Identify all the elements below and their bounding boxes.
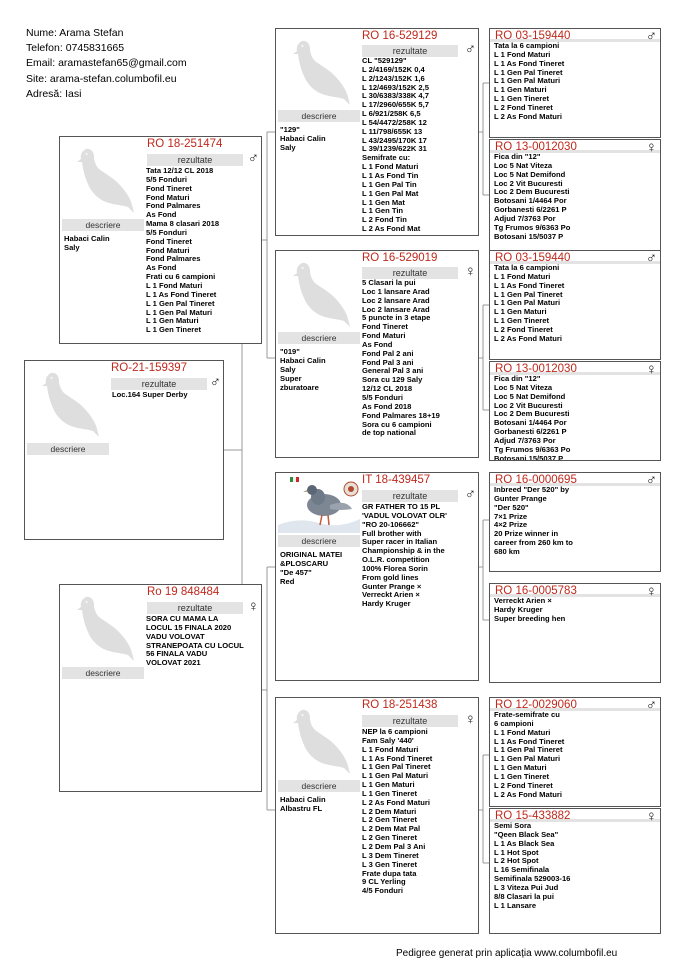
ring-number: RO 12-0029060 — [495, 699, 577, 711]
sire-card[interactable] — [59, 136, 262, 344]
granddam-maternal-card[interactable] — [275, 697, 479, 934]
note-line: Botosani 15/5037 P — [494, 453, 564, 461]
ring-number: Ro 19 848484 — [147, 586, 220, 598]
note-line: Hardy Kruger — [494, 604, 543, 614]
note-line: As Fond — [362, 339, 393, 349]
note-line: Loc 2 lansare Arad — [362, 304, 430, 314]
note-line: L 3 Dem Tineret — [362, 850, 419, 860]
ring-number: RO 15-433882 — [495, 810, 571, 822]
male-icon: ♂ — [645, 250, 657, 267]
note-line: Tata 12/12 CL 2018 — [146, 166, 214, 175]
note-line: L 2 As Fond Maturi — [494, 789, 562, 799]
pigeon-name — [280, 550, 342, 586]
note-line: L 1 Gen Pal Maturi — [494, 298, 561, 308]
note-line: 6 campioni — [494, 718, 534, 728]
great-grandparent-card-2[interactable] — [489, 139, 661, 251]
ring-number: RO 03-159440 — [495, 252, 571, 264]
ring-number: RO 16-0005783 — [495, 585, 577, 597]
note-line: L 1 Gen Pal Tineret — [494, 289, 563, 299]
note-line: L 1 Gen Tineret — [494, 94, 550, 104]
pigeon-notes — [494, 264, 564, 344]
note-line: L 1 Gen Tineret — [146, 325, 202, 335]
female-icon: ♀ — [464, 711, 476, 728]
results-label[interactable]: rezultate — [362, 715, 458, 727]
note-line: L 2 As Fond Maturi — [494, 111, 562, 121]
name-line: zburatoare — [280, 383, 319, 392]
note-line: Super racer in Italian — [362, 537, 438, 547]
note-line: Loc 5 Nat Viteza — [494, 160, 553, 170]
note-line: Loc 5 Nat Demifond — [494, 391, 566, 401]
results-label[interactable]: rezultate — [147, 602, 243, 614]
great-grandparent-card-1[interactable] — [489, 28, 661, 138]
note-line: Fam Saly '440' — [362, 735, 414, 745]
note-line: 4×2 Prize — [494, 520, 528, 530]
name-line: Saly — [280, 143, 296, 152]
owner-name: Nume: Arama Stefan — [26, 27, 124, 39]
great-grandparent-card-3[interactable] — [489, 250, 661, 360]
ring-number: RO 16-529129 — [362, 30, 438, 42]
male-icon: ♂ — [209, 374, 221, 391]
pigeon-name — [280, 125, 326, 152]
note-line: L 16 Semifinala — [494, 865, 550, 875]
female-icon: ♀ — [645, 139, 657, 156]
note-line: Loc 2 Vit Bucuresti — [494, 400, 563, 410]
pigeon-photo — [278, 475, 360, 533]
owner-email: Email: aramastefan65@gmail.com — [26, 57, 187, 70]
ring-number: RO 03-159440 — [495, 30, 571, 42]
pigeon-silhouette-image — [27, 363, 109, 441]
note-line: L 2 Dem Maturi — [362, 806, 417, 816]
pigeon-silhouette-image — [62, 587, 144, 665]
name-line: Saly — [280, 365, 296, 374]
note-line: L 2 Fond Tin — [362, 215, 407, 225]
note-line: Sora cu 129 Saly — [362, 375, 423, 385]
note-line: Super breeding hen — [494, 613, 566, 623]
ring-number: IT 18-439457 — [362, 474, 431, 486]
subject-pigeon-card[interactable] — [24, 360, 224, 540]
note-line: L 3 Viteza Pui Jud — [494, 882, 559, 892]
note-line: Semifinala 529003-16 — [494, 874, 571, 884]
note-line: NEP la 6 campioni — [362, 727, 428, 736]
note-line: L 1 Gen Tin — [362, 206, 404, 216]
note-line: L 1 Hot Spot — [494, 847, 539, 857]
results-label[interactable]: rezultate — [362, 267, 458, 279]
note-line: L 1 As Fond Tineret — [494, 280, 565, 290]
note-line: SORA CU MAMA LA — [146, 614, 219, 623]
note-line: Adjud 7/3763 Por — [494, 213, 556, 223]
note-line: 20 Prize winner in — [494, 529, 559, 539]
owner-phone: Telefon: 0745831665 — [26, 42, 125, 55]
name-line: ORIGINAL MATEI — [280, 550, 343, 559]
results-label[interactable]: rezultate — [362, 45, 458, 57]
pigeon-notes — [494, 597, 565, 624]
ring-number: RO 13-0012030 — [495, 141, 577, 153]
note-line: L 1 Gen Maturi — [494, 307, 547, 317]
note-line: L 1 As Fond Tin — [362, 170, 419, 180]
note-line: 56 FINALA VADU — [146, 649, 208, 659]
note-line: L 1 Fond Maturi — [494, 49, 551, 59]
note-line: L 1 Gen Pal Mat — [362, 188, 419, 198]
pigeon-notes — [362, 279, 440, 438]
female-icon: ♀ — [247, 598, 259, 615]
note-line: L 2 Gen Tineret — [362, 815, 418, 825]
note-line: 5/5 Fonduri — [362, 392, 403, 402]
pigeon-notes — [112, 391, 188, 400]
pigeon-notes — [362, 728, 432, 896]
note-line: L 2 Fond Tineret — [494, 102, 553, 112]
male-icon: ♂ — [645, 472, 657, 489]
note-line: L 1 Gen Maturi — [494, 85, 547, 95]
note-line: STRANEPOATA CU LOCUL — [146, 640, 244, 650]
note-line: L 1 As Black Sea — [494, 838, 555, 848]
pigeon-name — [64, 234, 110, 252]
note-line: LOCUL 15 FINALA 2020 — [146, 622, 232, 632]
pigeon-silhouette-image — [62, 139, 144, 217]
note-line: L 1 Gen Maturi — [362, 780, 415, 790]
note-line: L 1 Gen Pal Maturi — [494, 754, 561, 764]
pigeon-silhouette-image — [278, 700, 360, 778]
note-line: VOLOVAT 2021 — [146, 658, 201, 668]
note-line: 12/12 CL 2018 — [362, 384, 413, 394]
note-line: Botosani 1/4464 Por — [494, 196, 567, 206]
note-line: Frati cu 6 campioni — [146, 272, 216, 282]
note-line: L 1 Gen Maturi — [146, 316, 199, 326]
pigeon-silhouette-image — [278, 253, 360, 331]
note-line: L 2 Hot Spot — [494, 856, 539, 866]
note-line: VADU VOLOVAT — [146, 631, 205, 641]
results-label[interactable]: rezultate — [362, 490, 458, 502]
note-line: Verreckt Arien × — [494, 596, 552, 605]
note-line: Fond Maturi — [146, 192, 190, 202]
note-line: 5/5 Fonduri — [146, 174, 187, 184]
note-line: Fond Pal 3 ani — [362, 357, 414, 367]
note-line: L 30/6383/338K 4,7 — [362, 91, 429, 101]
note-line: "Qeen Black Sea" — [494, 829, 559, 839]
name-line: Habaci Calin — [280, 795, 326, 804]
note-line: 680 km — [494, 546, 520, 556]
note-line: L 1 As Fond Tineret — [146, 289, 217, 299]
note-line: L 11/798/655K 13 — [362, 126, 423, 136]
female-icon: ♀ — [645, 808, 657, 825]
ring-number: RO 18-251438 — [362, 699, 438, 711]
note-line: Championship & in the — [362, 546, 445, 556]
pigeon-notes — [146, 615, 244, 668]
description-label[interactable]: descriere — [62, 219, 144, 231]
name-line: &PLOSCARU — [280, 559, 329, 568]
ring-number: RO 13-0012030 — [495, 363, 577, 375]
name-line: "129" — [280, 125, 300, 134]
owner-address: Adresă: Iasi — [26, 87, 82, 100]
note-line: L 2 Fond Tineret — [494, 324, 553, 334]
note-line: L 2/1243/152K 1,6 — [362, 73, 425, 83]
note-line: L 1 As Fond Tineret — [494, 736, 565, 746]
note-line: 7×1 Prize — [494, 511, 528, 521]
description-label[interactable]: descriere — [278, 535, 360, 547]
note-line: Botosani 15/5037 P — [494, 231, 564, 241]
note-line: Loc 5 Nat Viteza — [494, 382, 553, 392]
note-line: Frate dupa tata — [362, 868, 417, 878]
dam-card[interactable] — [59, 584, 262, 792]
note-line: As Fond — [146, 263, 177, 273]
note-line: L 2/4169/152K 0,4 — [362, 64, 425, 74]
note-line: L 43/2495/170K 17 — [362, 135, 427, 145]
pigeon-name — [280, 347, 326, 392]
name-line: Habaci Calin — [280, 134, 326, 143]
great-grandparent-card-7[interactable] — [489, 697, 661, 807]
note-line: Semi Sora — [494, 821, 532, 830]
note-line: Fond Tineret — [146, 183, 192, 193]
note-line: General Pal 3 ani — [362, 366, 424, 376]
female-icon: ♀ — [645, 361, 657, 378]
note-line: GR FATHER TO 15 PL — [362, 502, 441, 511]
pigeon-notes — [494, 711, 564, 799]
ring-number: RO 16-529019 — [362, 252, 438, 264]
female-icon: ♀ — [645, 583, 657, 600]
note-line: L 2 As Fond Mat — [362, 224, 421, 234]
pigeon-notes — [494, 486, 573, 557]
note-line: L 1 Gen Pal Tineret — [146, 298, 215, 308]
note-line: Fica din "12" — [494, 374, 541, 383]
male-icon: ♂ — [464, 41, 476, 58]
note-line: 4/5 Fonduri — [362, 886, 403, 896]
pigeon-name — [280, 795, 326, 813]
male-icon: ♂ — [247, 150, 259, 167]
note-line: Fica din "12" — [494, 152, 541, 161]
note-line: L 1 Gen Tineret — [494, 316, 550, 326]
note-line: 'VADUL VOLOVAT OLR' — [362, 510, 447, 520]
note-line: Botosani 1/4464 Por — [494, 418, 567, 428]
note-line: L 1 Gen Maturi — [494, 763, 547, 773]
great-grandparent-card-8[interactable] — [489, 808, 661, 934]
great-grandparent-card-6[interactable] — [489, 583, 661, 683]
note-line: L 1 Fond Maturi — [362, 162, 419, 172]
pigeon-silhouette-image — [278, 31, 360, 109]
note-line: "RO 20-106662" — [362, 519, 420, 529]
note-line: L 1 Gen Tineret — [494, 771, 550, 781]
note-line: L 1 Fond Maturi — [146, 280, 203, 290]
note-line: Gunter Prange × — [362, 581, 422, 591]
note-line: L 1 Fond Maturi — [494, 727, 551, 737]
note-line: 8/8 Clasari la pui — [494, 891, 554, 901]
note-line: L 17/2960/655K 5,7 — [362, 100, 429, 110]
note-line: 100% Florea Sorin — [362, 563, 428, 573]
grandsire-paternal-card[interactable] — [275, 28, 479, 236]
note-line: 9 CL Yerling — [362, 877, 406, 887]
note-line: Gunter Prange — [494, 493, 547, 503]
note-line: As Fond 2018 — [362, 401, 412, 411]
ring-number: RO-21-159397 — [111, 362, 188, 374]
pigeon-notes — [494, 153, 570, 241]
note-line: L 1 Gen Tineret — [362, 788, 418, 798]
note-line: L 1 Gen Pal Maturi — [362, 771, 429, 781]
note-line: CL "529129" — [362, 56, 407, 65]
note-line: "Der 520" — [494, 502, 529, 512]
note-line: L 1 Gen Mat — [362, 197, 405, 207]
great-grandparent-card-4[interactable] — [489, 361, 661, 461]
female-icon: ♀ — [464, 263, 476, 280]
pigeon-notes — [362, 503, 447, 609]
note-line: L 39/1239/622K 31 — [362, 144, 427, 154]
name-line: Habaci Calin — [64, 234, 110, 243]
note-line: Hardy Kruger — [362, 599, 411, 609]
pigeon-notes — [146, 167, 219, 335]
note-line: L 1 Fond Maturi — [362, 744, 419, 754]
granddam-paternal-card[interactable] — [275, 250, 479, 458]
pigeon-notes — [494, 42, 564, 122]
note-line: Inbreed "Der 520" by — [494, 485, 570, 494]
note-line: L 1 Lansare — [494, 900, 537, 910]
note-line: L 1 As Fond Tineret — [494, 58, 565, 68]
grandsire-maternal-card[interactable] — [275, 472, 479, 681]
note-line: Gorbanesti 6/2261 P — [494, 427, 567, 437]
note-line: Tg Frumos 9/6363 Po — [494, 444, 571, 454]
male-icon: ♂ — [464, 486, 476, 503]
note-line: Loc 2 Dem Bucuresti — [494, 409, 570, 419]
note-line: L 1 Gen Pal Tineret — [494, 745, 563, 755]
note-line: de top national — [362, 428, 416, 438]
ring-number: RO 16-0000695 — [495, 474, 577, 486]
name-line: Red — [280, 577, 295, 586]
note-line: Tata la 6 campioni — [494, 41, 560, 50]
note-line: Fond Tineret — [362, 322, 408, 332]
note-line: L 2 Dem Mat Pal — [362, 824, 421, 834]
note-line: L 2 As Fond Maturi — [494, 333, 562, 343]
note-line: Loc 1 lansare Arad — [362, 286, 430, 296]
note-line: Verreckt Arien × — [362, 590, 420, 600]
name-line: "019" — [280, 347, 300, 356]
note-line: From gold lines — [362, 572, 419, 582]
note-line: L 12/4693/152K 2,5 — [362, 82, 429, 92]
note-line: L 2 Fond Tineret — [494, 780, 553, 790]
note-line: Fond Maturi — [362, 331, 406, 341]
name-line: Saly — [64, 243, 80, 252]
name-line: Albastru FL — [280, 804, 323, 813]
note-line: L 54/4472/258K 12 — [362, 117, 427, 127]
note-line: Gorbanesti 6/2261 P — [494, 205, 567, 215]
results-label[interactable]: rezultate — [111, 378, 207, 390]
description-label[interactable]: descriere — [62, 667, 144, 679]
description-label[interactable]: descriere — [27, 443, 109, 455]
note-line: L 1 As Fond Tineret — [362, 753, 433, 763]
note-line: As Fond — [146, 210, 177, 220]
note-line: Mama 8 clasari 2018 — [146, 219, 220, 229]
results-label[interactable]: rezultate — [147, 154, 243, 166]
great-grandparent-card-5[interactable] — [489, 472, 661, 572]
note-line: L 1 Gen Pal Maturi — [146, 307, 213, 317]
note-line: Loc 2 Vit Bucuresti — [494, 178, 563, 188]
note-line: Loc.164 Super Derby — [112, 390, 188, 399]
note-line: L 2 As Fond Maturi — [362, 797, 430, 807]
note-line: Fond Pal 2 ani — [362, 348, 414, 358]
note-line: Fond Tineret — [146, 236, 192, 246]
note-line: Fond Maturi — [146, 245, 190, 255]
note-line: Full brother with — [362, 528, 422, 538]
note-line: Fond Palmares — [146, 254, 201, 264]
note-line: Fond Palmares 18+19 — [362, 410, 440, 420]
note-line: L 1 Gen Pal Tin — [362, 179, 417, 189]
footer-credit: Pedigree generat prin aplicația www.columbofil.eu — [396, 948, 618, 959]
name-line: Habaci Calin — [280, 356, 326, 365]
ring-number: RO 18-251474 — [147, 138, 223, 150]
name-line: Super — [280, 374, 302, 383]
pigeon-notes — [494, 822, 570, 910]
note-line: Adjud 7/3763 Por — [494, 435, 556, 445]
note-line: Sora cu 6 campioni — [362, 419, 432, 429]
note-line: 5 puncte in 3 etape — [362, 313, 431, 323]
pigeon-notes — [494, 375, 570, 461]
note-line: Frate-semifrate cu — [494, 710, 560, 719]
note-line: O.L.R. competition — [362, 555, 430, 565]
note-line: Tg Frumos 9/6363 Po — [494, 222, 571, 232]
note-line: L 1 Gen Pal Tineret — [362, 762, 431, 772]
pigeon-notes — [362, 57, 429, 234]
note-line: L 2 Gen Tineret — [362, 833, 418, 843]
note-line: Tata la 6 campioni — [494, 263, 560, 272]
note-line: L 2 Dem Pal 3 Ani — [362, 841, 426, 851]
note-line: L 1 Gen Pal Maturi — [494, 76, 561, 86]
name-line: "De 457" — [280, 568, 312, 577]
note-line: career from 260 km to — [494, 538, 573, 548]
description-label[interactable]: descriere — [278, 110, 360, 122]
note-line: L 6/921/258K 6,5 — [362, 109, 421, 119]
note-line: Fond Palmares — [146, 201, 201, 211]
note-line: Loc 2 Dem Bucuresti — [494, 187, 570, 197]
description-label[interactable]: descriere — [278, 332, 360, 344]
note-line: Loc 2 lansare Arad — [362, 295, 430, 305]
note-line: Loc 5 Nat Demifond — [494, 169, 566, 179]
male-icon: ♂ — [645, 28, 657, 45]
note-line: Semifrate cu: — [362, 153, 411, 163]
description-label[interactable]: descriere — [278, 780, 360, 792]
note-line: L 1 Gen Pal Tineret — [494, 67, 563, 77]
note-line: 5 Clasari la pui — [362, 278, 416, 287]
note-line: L 1 Fond Maturi — [494, 271, 551, 281]
male-icon: ♂ — [645, 697, 657, 714]
note-line: 5/5 Fonduri — [146, 227, 187, 237]
note-line: L 3 Gen Tineret — [362, 859, 418, 869]
owner-site: Site: arama-stefan.columbofil.eu — [26, 72, 177, 85]
